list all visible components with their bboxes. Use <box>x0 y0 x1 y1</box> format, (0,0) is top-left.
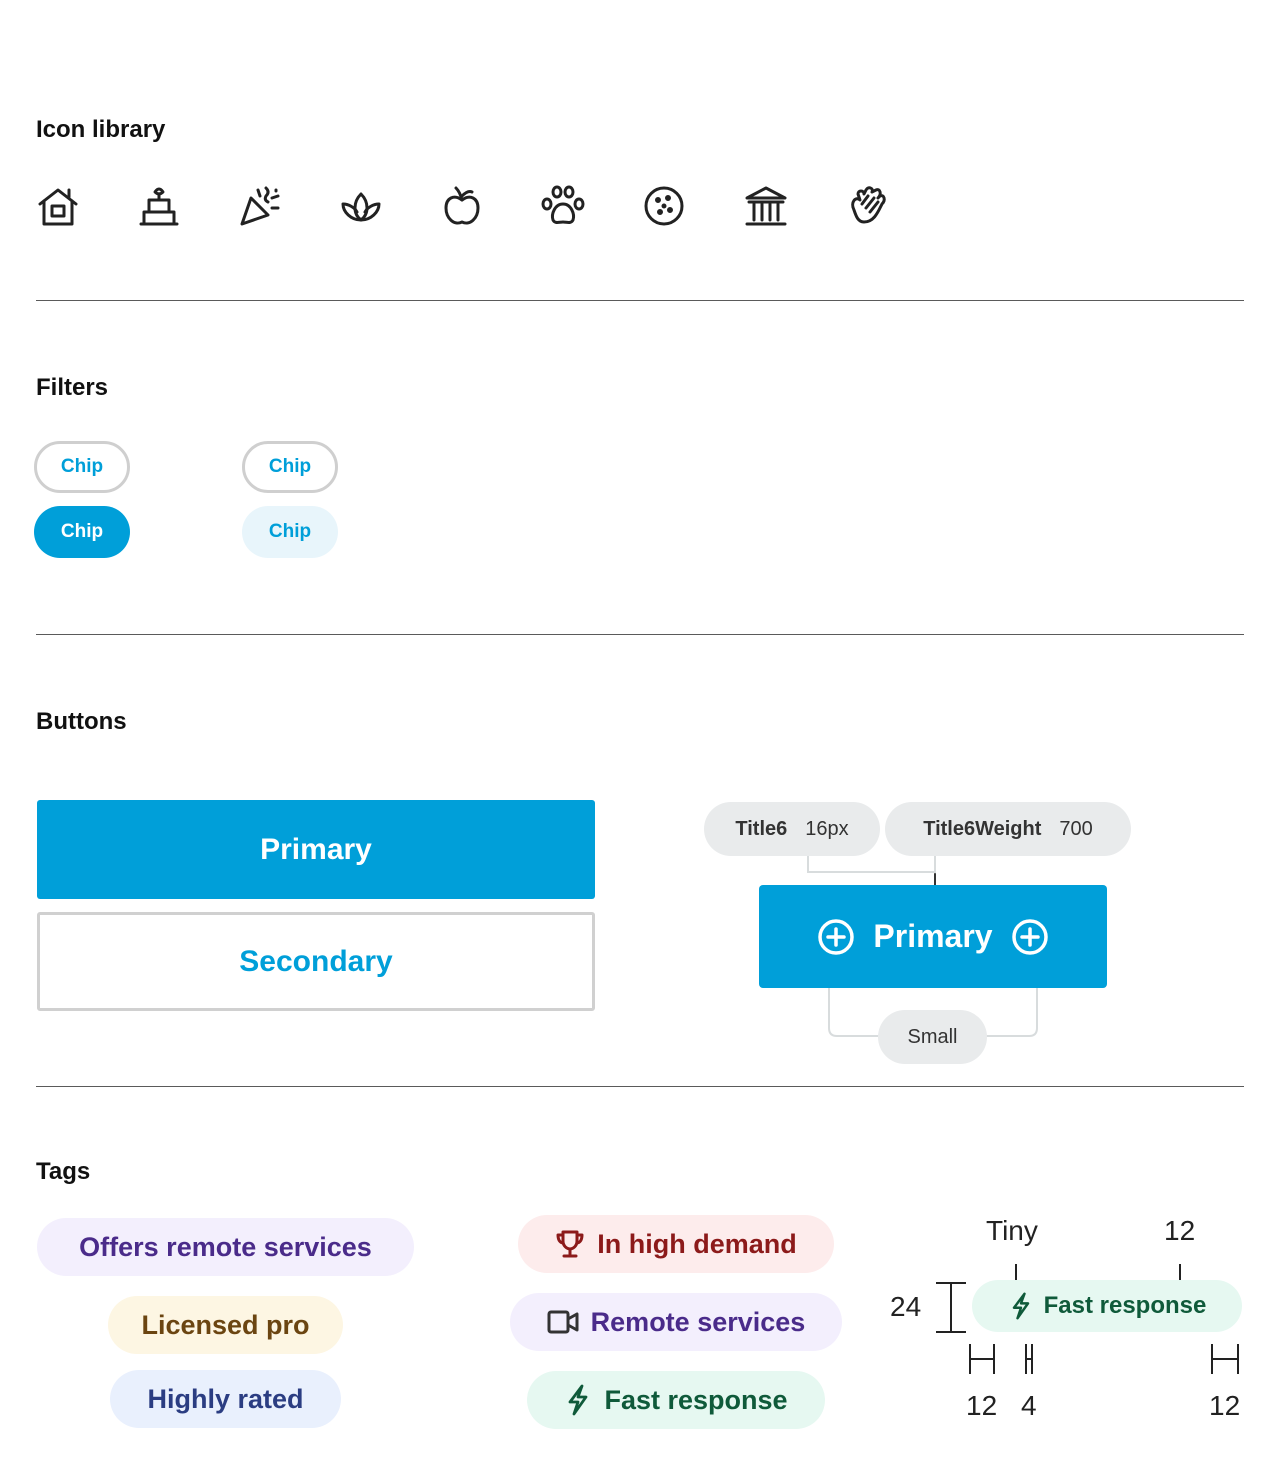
section-title-icons: Icon library <box>36 116 166 143</box>
spec-weight-pill <box>885 802 1131 856</box>
video-camera-icon <box>547 1309 579 1335</box>
spec-gap: 4 <box>1021 1390 1037 1421</box>
tag-label: In high demand <box>597 1228 797 1259</box>
spec-font-value: 16px <box>805 817 849 840</box>
house-icon <box>34 182 82 230</box>
cookie-icon <box>640 182 688 230</box>
spec-font-pill <box>704 802 880 856</box>
annotated-primary-label: Primary <box>873 918 993 954</box>
chip-outline-hover[interactable]: Chip <box>242 441 338 493</box>
divider-3 <box>36 1086 1244 1087</box>
bank-icon <box>742 182 790 230</box>
plus-circle-icon <box>1011 918 1049 956</box>
section-title-tags: Tags <box>36 1158 91 1185</box>
primary-button[interactable]: Primary <box>37 800 595 899</box>
tag-label: Offers remote services <box>79 1231 372 1262</box>
secondary-button[interactable]: Secondary <box>37 912 595 1011</box>
chip-selected[interactable]: Chip <box>34 506 130 558</box>
spec-icon-size: Small <box>907 1025 958 1048</box>
spec-weight-value: 700 <box>1059 817 1093 840</box>
party-popper-icon <box>236 182 284 230</box>
divider-2 <box>36 634 1244 635</box>
section-title-filters: Filters <box>36 374 109 401</box>
tag-label: Fast response <box>1043 1292 1207 1319</box>
plus-circle-icon <box>817 918 855 956</box>
section-title-buttons: Buttons <box>36 708 127 735</box>
spec-height: 24 <box>890 1291 922 1322</box>
divider-1 <box>36 300 1244 301</box>
chip-soft[interactable]: Chip <box>242 506 338 558</box>
tag-high-demand <box>518 1215 834 1273</box>
spec-icon-size-pill <box>878 1010 987 1064</box>
tag-label: Remote services <box>590 1306 806 1337</box>
paw-icon <box>539 182 587 230</box>
tag-label: Fast response <box>604 1384 788 1415</box>
spec-font-size: 12 <box>1164 1215 1196 1246</box>
tag-fast-response <box>527 1371 825 1429</box>
tag-licensed-pro <box>108 1296 343 1354</box>
spec-pad-right: 12 <box>1209 1390 1241 1421</box>
spec-weight-label: Title6Weight <box>923 817 1042 840</box>
tag-highly-rated <box>110 1370 341 1428</box>
chip-outline[interactable]: Chip <box>34 441 130 493</box>
tag-fast-response-spec <box>972 1280 1242 1332</box>
lightning-icon <box>564 1384 592 1416</box>
apple-icon <box>438 182 486 230</box>
tag-remote-services <box>510 1293 842 1351</box>
annotated-primary-button[interactable] <box>759 885 1107 988</box>
tag-label: Highly rated <box>147 1383 304 1414</box>
tag-offers-remote <box>37 1218 414 1276</box>
spec-font-label: Title6 <box>735 817 788 840</box>
trophy-icon <box>555 1229 585 1259</box>
tag-label: Licensed pro <box>141 1309 310 1340</box>
lotus-icon <box>337 182 385 230</box>
spec-size-label: Tiny <box>986 1215 1038 1246</box>
lightning-icon <box>1008 1292 1034 1320</box>
cake-icon <box>135 182 183 230</box>
waving-hand-icon <box>844 182 892 230</box>
spec-pad-left: 12 <box>966 1390 998 1421</box>
